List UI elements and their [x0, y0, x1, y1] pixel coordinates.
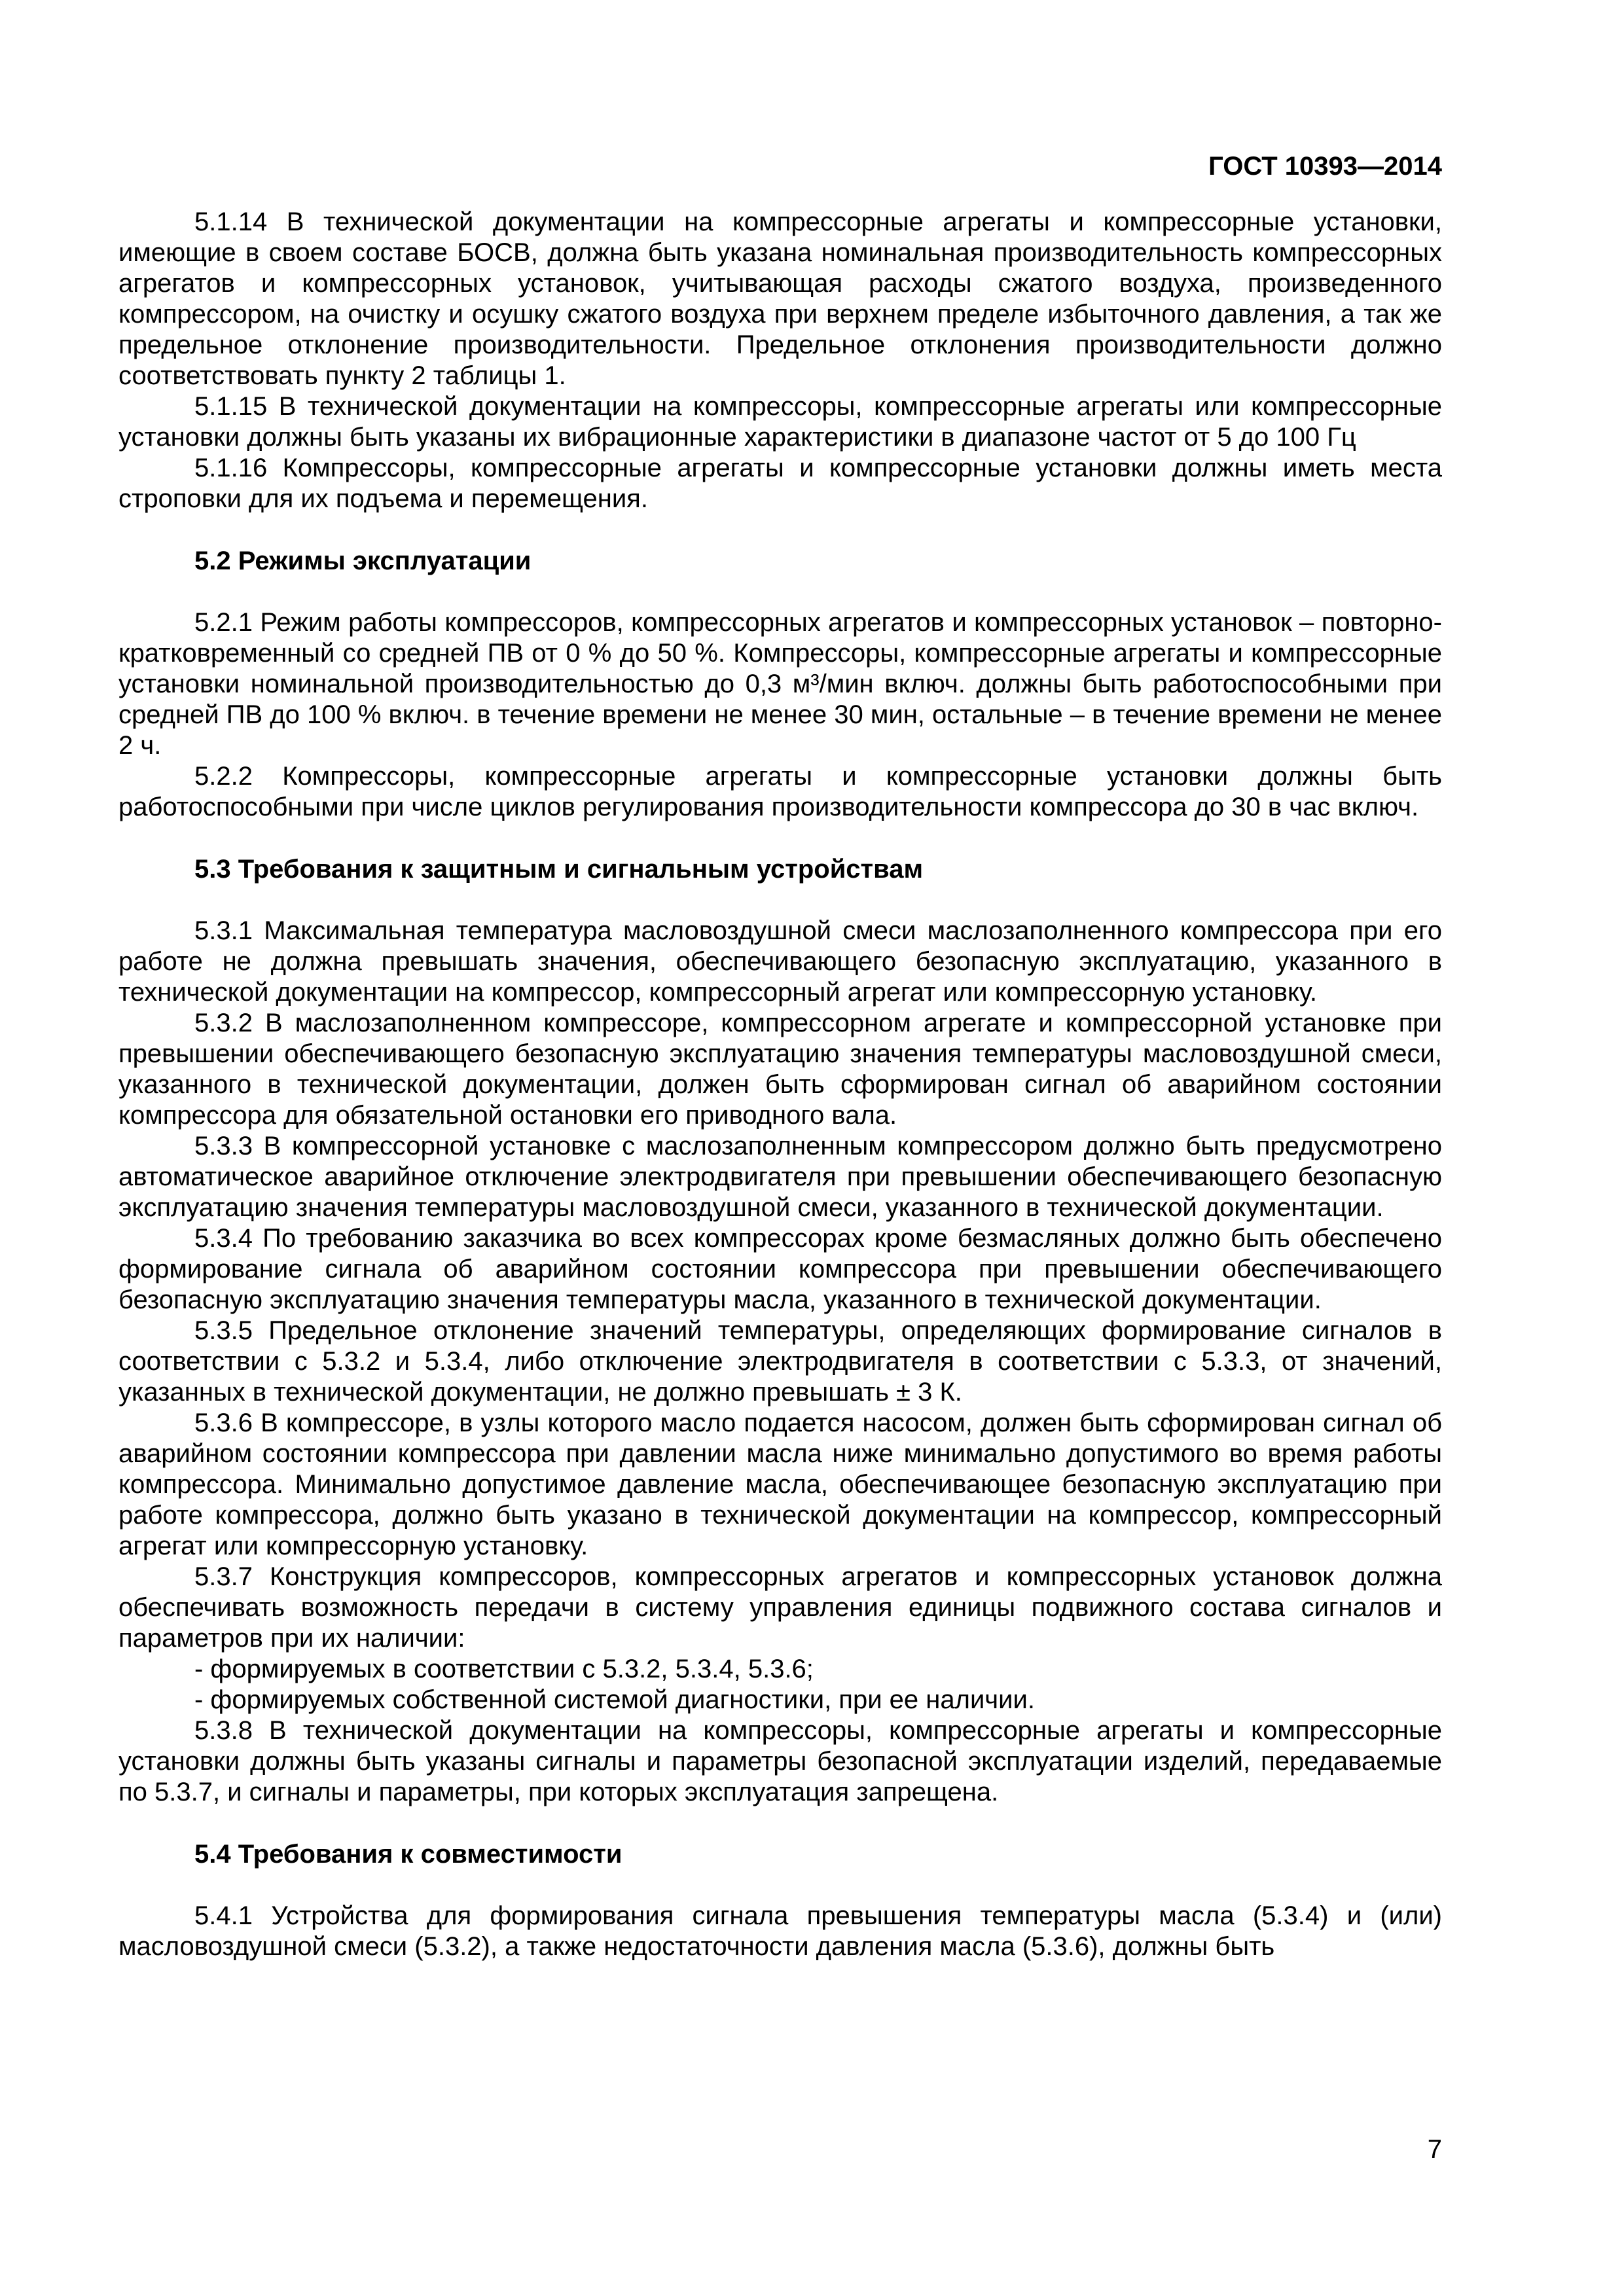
section-heading-5-2: 5.2 Режимы эксплуатации	[194, 547, 532, 575]
section-heading-5-4: 5.4 Требования к совместимости	[194, 1840, 623, 1869]
paragraph-5-2-2: 5.2.2 Компрессоры, компрессорные агрегаты и компрессорные установки должны быть работоспособными при числе циклов регулирования производительности компрессора до 30 в час включ.	[118, 762, 1442, 821]
paragraph-5-1-15: 5.1.15 В технической документации на компрессоры, компрессорные агрегаты или компрессорные установки должны быть указаны их вибрационные характеристики в диапазоне частот от 5 до 100 Гц	[118, 392, 1442, 452]
document-body	[118, 207, 1442, 1962]
list-item: - формируемых в соответствии с 5.3.2, 5.3.4, 5.3.6;	[194, 1655, 814, 1683]
paragraph-5-3-5: 5.3.5 Предельное отклонение значений температуры, определяющих формирование сигналов в соответствии с 5.3.2 и 5.3.4, либо отключение электродвигателя в соответствии с 5.3.3, от значений, указанных в технической документации, не должно превышать ± 3 К.	[118, 1316, 1442, 1407]
page-number: 7	[1427, 2135, 1442, 2164]
paragraph-5-4-1: 5.4.1 Устройства для формирования сигнала превышения температуры масла (5.3.4) и (или) масловоздушной смеси (5.3.2), а также недостаточности давления масла (5.3.6), должны быть	[118, 1901, 1442, 1961]
paragraph-5-1-16: 5.1.16 Компрессоры, компрессорные агрегаты и компрессорные установки должны иметь места строповки для их подъема и перемещения.	[118, 454, 1442, 513]
document-page	[118, 151, 1442, 1962]
paragraph-5-1-14: 5.1.14 В технической документации на компрессорные агрегаты и компрессорные установки, имеющие в своем составе БОСВ, должна быть указана номинальная производительность компрессорных агрегатов и компрессорных установок, учитывающая расходы сжатого воздуха, произведенного компрессором, на очистку и осушку сжатого воздуха при верхнем пределе избыточного давления, а так же предельное отклонение производительности. Предельное отклонения производительности должно соответствовать пункту 2 таблицы 1.	[118, 207, 1442, 390]
paragraph-5-3-4: 5.3.4 По требованию заказчика во всех компрессорах кроме безмасляных должно быть обеспечено формирование сигнала об аварийном состоянии компрессора при превышении обеспечивающего безопасную эксплуатацию значения температуры масла, указанного в технической документации.	[118, 1224, 1442, 1314]
paragraph-5-3-1: 5.3.1 Максимальная температура масловоздушной смеси маслозаполненного компрессора при его работе не должна превышать значения, обеспечивающего безопасную эксплуатацию, указанного в технической документации на компрессор, компрессорный агрегат или компрессорную установку.	[118, 916, 1442, 1007]
paragraph-5-3-6: 5.3.6 В компрессоре, в узлы которого масло подается насосом, должен быть сформирован сигнал об аварийном состоянии компрессора при давлении масла ниже минимально допустимого во время работы компрессора. Минимально допустимое давление масла, обеспечивающее безопасную эксплуатацию при работе компрессора, должно быть указано в технической документации на компрессор, компрессорный агрегат или компрессорную установку.	[118, 1408, 1442, 1560]
paragraph-5-3-7: 5.3.7 Конструкция компрессоров, компрессорных агрегатов и компрессорных установок должна обеспечивать возможность передачи в систему управления единицы подвижного состава сигналов и параметров при их наличии:	[118, 1562, 1442, 1653]
paragraph-5-3-8: 5.3.8 В технической документации на компрессоры, компрессорные агрегаты и компрессорные установки должны быть указаны сигналы и параметры безопасной эксплуатации изделий, передаваемые по 5.3.7, и сигналы и параметры, при которых эксплуатация запрещена.	[118, 1716, 1442, 1806]
list-item: - формируемых собственной системой диагностики, при ее наличии.	[194, 1685, 1035, 1714]
paragraph-5-3-2: 5.3.2 В маслозаполненном компрессоре, компрессорном агрегате и компрессорной установке при превышении обеспечивающего безопасную эксплуатацию значения температуры масловоздушной смеси, указанного в технической документации, должен быть сформирован сигнал об аварийном состоянии компрессора для обязательной остановки его приводного вала.	[118, 1009, 1442, 1130]
paragraph-5-2-1: 5.2.1 Режим работы компрессоров, компрессорных агрегатов и компрессорных установок – повторно-кратковременный со средней ПВ от 0 % до 50 %. Компрессоры, компрессорные агрегаты и компрессорные установки номинальной производительностью до 0,3 м³/мин включ. должны быть работоспособными при средней ПВ до 100 % включ. в течение времени не менее 30 мин, остальные – в течение времени не менее 2 ч.	[118, 608, 1442, 760]
paragraph-5-3-3: 5.3.3 В компрессорной установке с маслозаполненным компрессором должно быть предусмотрено автоматическое аварийное отключение электродвигателя при превышении обеспечивающего безопасную эксплуатацию значения температуры масловоздушной смеси, указанного в технической документации.	[118, 1132, 1442, 1222]
section-heading-5-3: 5.3 Требования к защитным и сигнальным устройствам	[194, 855, 924, 884]
document-id-header: ГОСТ 10393—2014	[1208, 152, 1442, 181]
